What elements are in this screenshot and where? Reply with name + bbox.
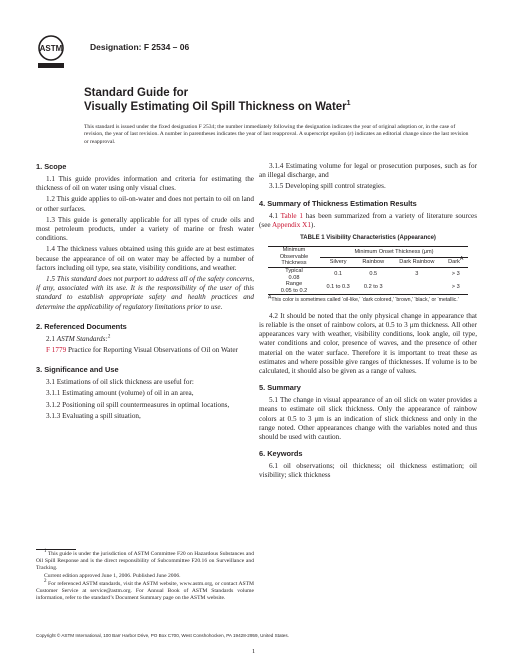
table-cell — [390, 281, 443, 295]
para-1-5: 1.5 This standard does not purport to address all of the safety concerns, if any, associated with its use. It is the responsibility of the user of this standard to establish appropriate safety and health practices and determine the applicability of regulatory limitations prior to use. — [36, 275, 254, 311]
title-line-1: Standard Guide for — [84, 87, 189, 99]
svg-text:ASTM: ASTM — [39, 44, 63, 53]
para-3-1-1: 3.1.1 Estimating amount (volume) of oil in an area, — [46, 389, 194, 398]
astm-logo — [36, 34, 66, 70]
section-2-heading: 2. Referenced Documents — [36, 321, 127, 331]
table-cell: > 3 — [451, 271, 460, 278]
reference-f1779: F 1779 Practice for Reporting Visual Observations of Oil on Water — [46, 346, 238, 355]
left-column — [36, 162, 254, 423]
footnote-rule — [36, 549, 76, 550]
table-row-typical — [268, 268, 468, 282]
para-1-1: 1.1 This guide provides information and criteria for estimating the thickness of oil on water using only visual clues. — [36, 175, 254, 193]
footnote-2: $^2$ For referenced ASTM standards, visit the ASTM website, www.astm.org, or contact ASTM Customer Service at service@astm.org. For Annual Book of ASTM Standards volume information, refer to the standard’s Document Summary page on the ASTM website. — [36, 579, 254, 601]
table-footnote: $^A$This color is sometimes called ‘oil-like,’ ‘dark colored,’ ‘brown,’ ‘black,’ or ‘metallic.’ — [268, 294, 459, 304]
table-group-header: Minimum Onset Thickness (μm) — [320, 247, 468, 257]
document-title — [84, 86, 351, 114]
table-cell: 0.5 — [369, 271, 378, 278]
para-5-1: 5.1 The change in visual appearance of an oil slick on water provides a means to estimate oil slick thickness. Only the appearance of rainbow colors at 0.5 to 3 μm is an indication of slick thickness and only in the range noted. Other appearances change with the variables noted and thus should be used with caution. — [259, 396, 477, 442]
para-3-1: 3.1 Estimations of oil slick thickness are useful for: — [46, 378, 194, 387]
table-header-dark-rainbow: Dark Rainbow — [390, 257, 443, 267]
table-header-silvery: Silvery — [320, 257, 356, 267]
section-1-heading: 1. Scope — [36, 162, 67, 171]
table-header-min-observable: Minimum Observable Thickness — [268, 247, 320, 268]
table-cell: > 3 — [443, 281, 468, 295]
para-6-1: 6.1 oil observations; oil thickness; oil thickness estimation; oil visibility; slick thickness — [259, 462, 477, 480]
para-4-2: 4.2 It should be noted that the only physical change in appearance that is reliable is the onset of rainbow colors, at 0.5 to 3 μm thickness. All other appearances vary with weather, visibility conditions, look angle, oil type, water conditions and color, presence of waves, and the presence of other material on the water surface. Therefore it is important to treat these as estimates and where possible give ranges of thicknesses. If volume is to be calculated, it should also be given as a range of values. — [259, 311, 477, 375]
table-header-rainbow: Rainbow — [356, 257, 390, 267]
para-3-1-4: 3.1.4 Estimating volume for legal or prosecution purposes, such as for an illegal discharge, and — [259, 162, 477, 180]
issued-note: This standard is issued under the fixed designation F 2534; the number immediately following the designation indicates the year of original adoption or, in the case of revision, the year of last revision. A number in parentheses indicates the year of last reapproval. A superscript epsilon (ε) indicates an editorial change since the last revision or reapproval. — [84, 124, 469, 145]
ref-link-f1779[interactable]: F 1779 — [46, 346, 67, 355]
footnotes — [36, 551, 254, 603]
table-1-link[interactable]: Table 1 — [280, 211, 303, 220]
section-5-heading: 5. Summary — [259, 383, 301, 393]
table-header-dark: Dark$^A$ — [443, 257, 468, 267]
page-number: 1 — [252, 648, 256, 655]
para-1-2: 1.2 This guide applies to oil-on-water and does not pertain to oil on land or other surfaces. — [36, 195, 254, 213]
para-1-4: 1.4 The thickness values obtained using this guide are at best estimates because the appearance of oil on water may be affected by a number of factors including oil type, sea state, visibility conditions, and weather. — [36, 245, 254, 272]
visibility-table — [268, 246, 468, 295]
footnote-1-current: Current edition approved June 1, 2006. Published June 2006. — [44, 573, 181, 579]
title-line-2: Visually Estimating Oil Spill Thickness on Water$^1$ — [84, 100, 351, 113]
table-cell: 0.2 to 3 — [356, 281, 390, 295]
para-3-1-3: 3.1.3 Evaluating a spill situation, — [46, 411, 141, 420]
table-row-range — [268, 281, 468, 295]
table-cell: Range 0.05 to 0.2 — [268, 281, 320, 295]
appendix-x1-link[interactable]: Appendix X1 — [271, 220, 311, 229]
para-4-1: 4.1 Table 1 has been summarized from a variety of literature sources (see Appendix X1). — [259, 211, 478, 229]
para-3-1-2: 3.1.2 Positioning oil spill countermeasures in optimal locations, — [46, 400, 230, 409]
table-cell: 0.1 — [334, 271, 343, 278]
designation: Designation: F 2534 – 06 — [90, 42, 190, 52]
section-6-heading: 6. Keywords — [259, 449, 303, 459]
table-cell: 3 — [415, 271, 419, 278]
table-1-title: TABLE 1 Visibility Characteristics (Appearance) — [300, 235, 436, 242]
footnote-1: $^1$ This guide is under the jurisdiction of ASTM Committee F20 on Hazardous Substances and Oil Spill Response and is the direct responsibility of Subcommittee F20.16 on Surveillance and Tracking. — [36, 549, 254, 571]
para-1-3: 1.3 This guide is generally applicable for all types of crude oils and most petroleum products, under a variety of marine or fresh water conditions. — [36, 215, 254, 243]
para-3-1-5: 3.1.5 Developing spill control strategies. — [269, 182, 386, 191]
copyright-footer: Copyright © ASTM International, 100 Barr Harbor Drive, PO Box C700, West Conshohocken, PA 19428-2959, United States. — [36, 633, 289, 638]
right-column — [259, 162, 477, 483]
section-3-heading: 3. Significance and Use — [36, 365, 119, 375]
section-4-heading: 4. Summary of Thickness Estimation Results — [259, 198, 417, 208]
para-2-1: 2.1 ASTM Standards:$^2$ — [46, 334, 111, 343]
table-cell: Typical 0.08 — [285, 268, 303, 281]
table-cell: 0.1 to 0.3 — [320, 281, 356, 295]
